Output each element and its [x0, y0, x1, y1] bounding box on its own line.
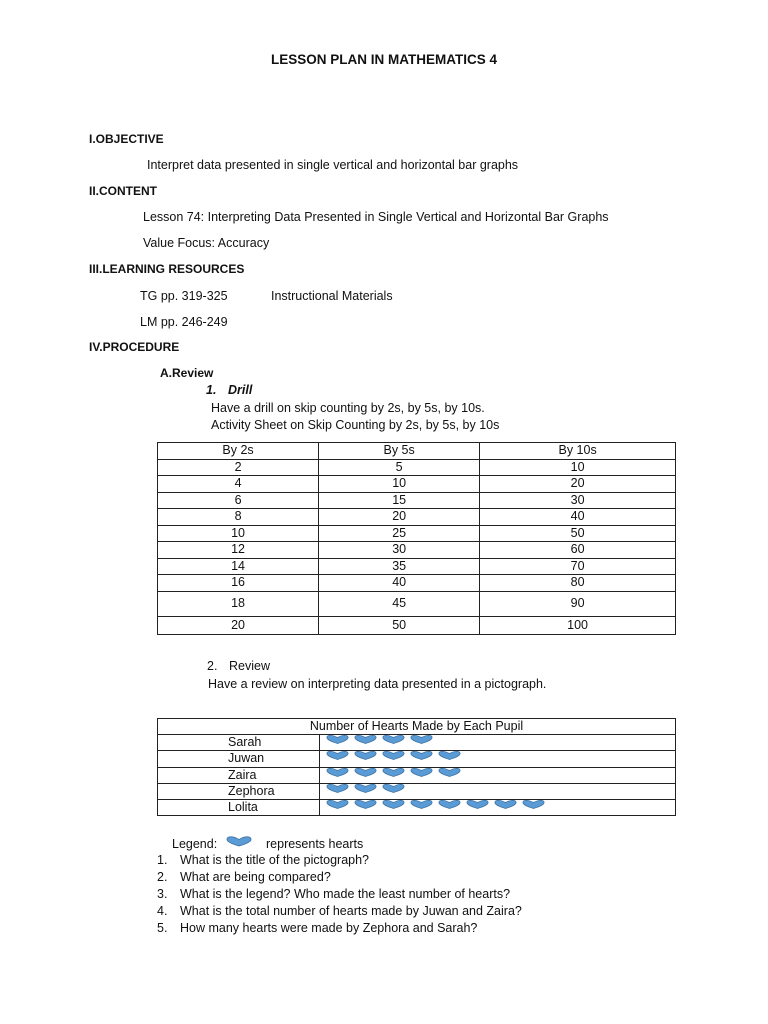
table-cell: 40 [480, 509, 676, 526]
table-cell: 10 [158, 525, 319, 542]
table-row [158, 476, 676, 493]
table-cell: 50 [319, 616, 480, 634]
table-cell: 18 [158, 591, 319, 616]
table-cell: 35 [319, 558, 480, 575]
instructional-materials: Instructional Materials [271, 289, 393, 303]
heart-icon [354, 800, 377, 809]
table-row [158, 575, 676, 592]
drill-label: Drill [228, 383, 253, 397]
heart-icon [410, 800, 433, 809]
question-item [157, 869, 522, 886]
legend-label: Legend: [172, 837, 218, 851]
table-cell: 20 [319, 509, 480, 526]
table-cell: 14 [158, 558, 319, 575]
legend-text: represents hearts [266, 837, 364, 851]
review-label: Review [229, 659, 270, 673]
table-cell: 60 [480, 542, 676, 559]
pictograph-row [158, 783, 676, 799]
table-row [158, 542, 676, 559]
skip-counting-table [157, 442, 676, 635]
heart-icon [382, 800, 405, 809]
table-cell: 30 [319, 542, 480, 559]
column-header: By 2s [158, 443, 319, 460]
heart-icon [438, 768, 461, 777]
pupil-name: Juwan [158, 751, 320, 767]
pupil-name: Lolita [158, 799, 320, 815]
pupil-name: Zephora [158, 783, 320, 799]
question-number: 4. [157, 904, 168, 918]
table-cell: 80 [480, 575, 676, 592]
heart-icon [382, 735, 405, 744]
drill-line-2: Activity Sheet on Skip Counting by 2s, by 5s, by 10s [211, 418, 500, 432]
table-row [158, 525, 676, 542]
page-title: LESSON PLAN IN MATHEMATICS 4 [270, 52, 497, 67]
pictograph-row [158, 735, 676, 751]
value-focus-text: Value Focus: Accuracy [143, 236, 270, 250]
resources-heading: III.LEARNING RESOURCES [89, 262, 245, 276]
question-item [157, 852, 522, 869]
table-row [158, 591, 676, 616]
lesson-text: Lesson 74: Interpreting Data Presented in Single Vertical and Horizontal Bar Graphs [143, 210, 609, 224]
table-row [158, 509, 676, 526]
table-cell: 10 [319, 476, 480, 493]
column-header: By 10s [480, 443, 676, 460]
heart-icon [382, 784, 405, 793]
table-row [158, 492, 676, 509]
question-item [157, 903, 522, 920]
question-text: What is the legend? Who made the least number of hearts? [180, 887, 511, 901]
pupil-name: Zaira [158, 767, 320, 783]
table-cell: 16 [158, 575, 319, 592]
objective-text: Interpret data presented in single vertical and horizontal bar graphs [147, 158, 519, 172]
heart-icon [326, 735, 349, 744]
table-cell: 40 [319, 575, 480, 592]
table-cell: 70 [480, 558, 676, 575]
heart-icon [326, 768, 349, 777]
question-number: 2. [157, 870, 168, 884]
heart-icon [354, 735, 377, 744]
table-cell: 15 [319, 492, 480, 509]
heart-icon [326, 751, 349, 760]
review-line: Have a review on interpreting data presented in a pictograph. [208, 677, 547, 691]
pictograph-title: Number of Hearts Made by Each Pupil [158, 719, 676, 735]
question-text: How many hearts were made by Zephora and Sarah? [180, 921, 478, 935]
question-text: What are being compared? [180, 870, 331, 884]
table-row [158, 558, 676, 575]
question-item [157, 886, 522, 903]
table-cell: 10 [480, 459, 676, 476]
table-row [158, 616, 676, 634]
heart-icon [494, 800, 517, 809]
heart-icon [354, 784, 377, 793]
heart-icon [438, 751, 461, 760]
table-cell: 90 [480, 591, 676, 616]
table-cell: 8 [158, 509, 319, 526]
heart-icon [410, 735, 433, 744]
heart-icon [382, 751, 405, 760]
table-cell: 20 [480, 476, 676, 493]
table-cell: 6 [158, 492, 319, 509]
pupil-name: Sarah [158, 735, 320, 751]
heart-icon [522, 800, 545, 809]
pictograph-table [157, 718, 676, 816]
heart-icon [382, 768, 405, 777]
question-text: What is the total number of hearts made by Juwan and Zaira? [180, 904, 522, 918]
table-cell: 2 [158, 459, 319, 476]
question-text: What is the title of the pictograph? [180, 853, 369, 867]
table-cell: 50 [480, 525, 676, 542]
pictograph-row [158, 799, 676, 815]
table-cell: 12 [158, 542, 319, 559]
table-cell: 100 [480, 616, 676, 634]
heart-icon [466, 800, 489, 809]
table-cell: 4 [158, 476, 319, 493]
heart-icon [438, 800, 461, 809]
heart-icon [354, 768, 377, 777]
column-header: By 5s [319, 443, 480, 460]
content-heading: II.CONTENT [89, 184, 157, 198]
table-cell: 5 [319, 459, 480, 476]
pictograph-row [158, 767, 676, 783]
table-cell: 25 [319, 525, 480, 542]
objective-heading: I.OBJECTIVE [89, 132, 164, 146]
heart-icon [410, 768, 433, 777]
pictograph-row [158, 751, 676, 767]
pupil-hearts-cell [320, 735, 676, 751]
lm-reference: LM pp. 246-249 [140, 315, 228, 329]
table-header-row [158, 443, 676, 460]
review-section-heading: A.Review [160, 366, 214, 380]
question-item [157, 920, 522, 937]
drill-number: 1. [206, 383, 217, 397]
table-row [158, 459, 676, 476]
heart-icon [410, 751, 433, 760]
heart-icon [326, 800, 349, 809]
question-number: 3. [157, 887, 168, 901]
procedure-heading: IV.PROCEDURE [89, 340, 180, 354]
drill-line-1: Have a drill on skip counting by 2s, by 5s, by 10s. [211, 401, 485, 415]
pictograph-title-row [158, 719, 676, 735]
heart-icon [354, 751, 377, 760]
pupil-hearts-cell [320, 767, 676, 783]
table-cell: 20 [158, 616, 319, 634]
pupil-hearts-cell [320, 783, 676, 799]
heart-icon [326, 784, 349, 793]
pupil-hearts-cell [320, 799, 676, 815]
table-cell: 45 [319, 591, 480, 616]
pupil-hearts-cell [320, 751, 676, 767]
legend-heart-icon [226, 836, 252, 847]
question-number: 5. [157, 921, 168, 935]
question-number: 1. [157, 853, 168, 867]
review-number: 2. [207, 659, 218, 673]
tg-reference: TG pp. 319-325 [140, 289, 228, 303]
table-cell: 30 [480, 492, 676, 509]
question-list [157, 852, 522, 937]
